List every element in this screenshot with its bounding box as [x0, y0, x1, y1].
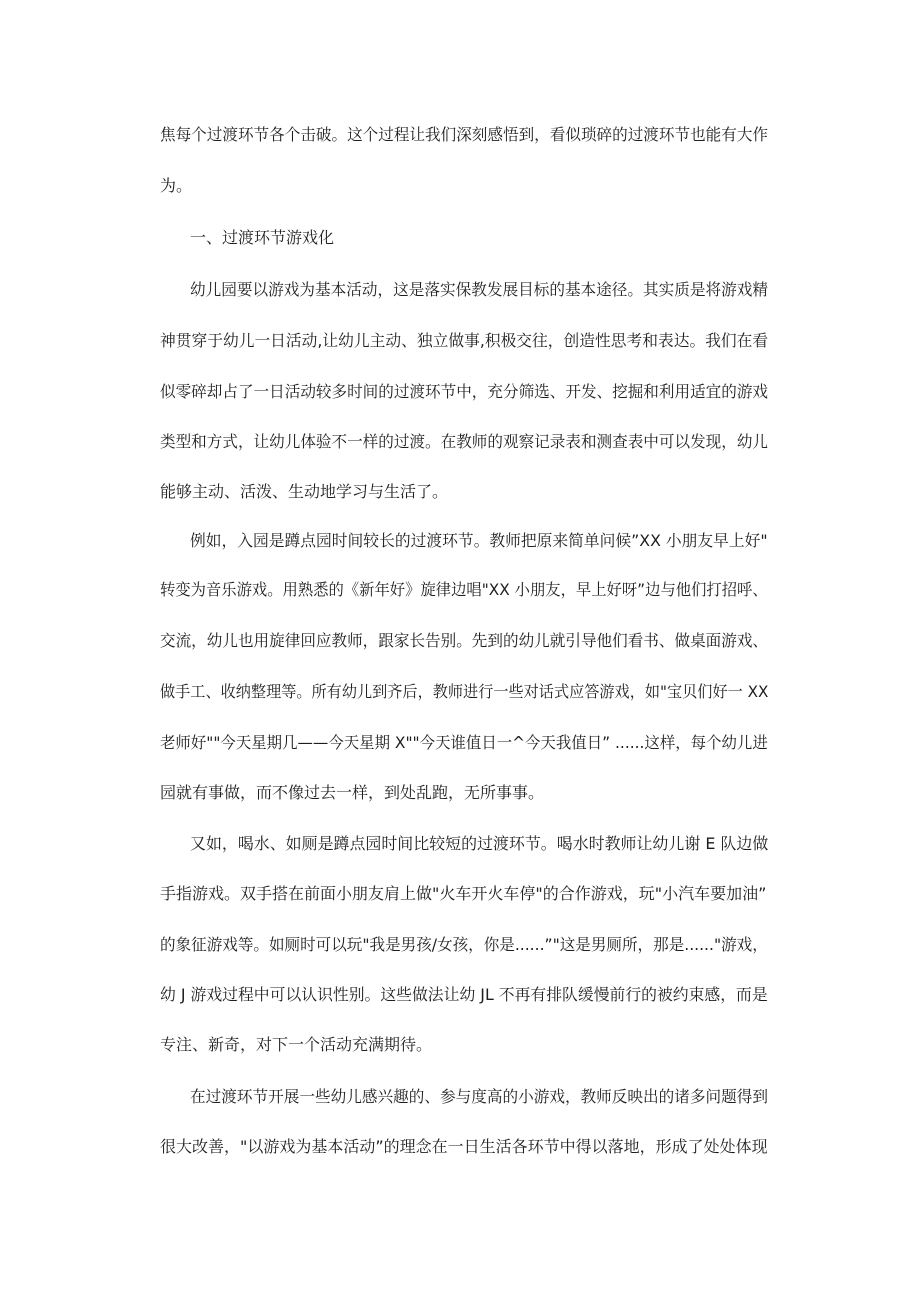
text-line: 神贯穿于幼儿一日活动,让幼儿主动、独立做事,积极交往，创造性思考和表达。我们在看 — [160, 331, 769, 350]
text-line: 在过渡环节开展一些幼儿感兴趣的、参与度高的小游戏，教师反映出的诸多问题得到 — [190, 1087, 769, 1106]
text-line: 园就有事做，而不像过去一样，到处乱跑，无所事事。 — [160, 783, 545, 802]
text-line: 似零碎却占了一日活动较多时间的过渡环节中，充分筛选、开发、挖掘和利用适宜的游戏 — [160, 382, 769, 401]
text-line: 类型和方式，让幼儿体验不一样的过渡。在教师的观察记录表和测查表中可以发现，幼儿 — [160, 432, 769, 451]
text-line: 转变为音乐游戏。用熟悉的《新年好》旋律边唱"XX 小朋友，早上好呀”边与他们打招呼、 — [160, 580, 768, 599]
text-line: 老师好""今天星期几——今天星期 X""今天谁值日一^今天我值日” ......这样，每个幼儿进 — [160, 733, 768, 752]
text-line: 幼儿园要以游戏为基本活动，这是落实保教发展目标的基本途径。其实质是将游戏精 — [190, 280, 769, 299]
text-line: 幼 J 游戏过程中可以认识性别。这些做法让幼 JL 不再有排队缓慢前行的被约束感，而是 — [160, 985, 768, 1004]
text-line: 专注、新奇，对下一个活动充满期待。 — [160, 1035, 433, 1054]
text-line: 手指游戏。双手搭在前面小朋友肩上做"火车开火车停"的合作游戏，玩"小汽车要加油” — [160, 884, 767, 903]
text-line: 又如，喝水、如厕是蹲点园时间比较短的过渡环节。喝水时教师让幼儿谢 E 队边做 — [190, 834, 769, 853]
text-line: 焦每个过渡环节各个击破。这个过程让我们深刻感悟到，看似琐碎的过渡环节也能有大作 — [160, 125, 769, 144]
text-line: 很大改善，"以游戏为基本活动”的理念在一日生活各环节中得以落地，形成了处处体现 — [160, 1137, 768, 1156]
text-line: 交流，幼儿也用旋律回应教师，跟家长告别。先到的幼儿就引导他们看书、做桌面游戏、 — [160, 631, 769, 650]
text-line: 能够主动、活泼、生动地学习与生活了。 — [160, 482, 449, 501]
section-heading: 一、过渡环节游戏化 — [190, 228, 335, 247]
text-line: 做手工、收纳整理等。所有幼儿到齐后，教师进行一些对话式应答游戏，如"宝贝们好一 XX — [160, 682, 769, 701]
text-line: 的象征游戏等。如厕时可以玩"我是男孩/女孩，你是......”"这是男厕所，那是......"游戏， — [160, 935, 768, 954]
text-line: 例如，入园是蹲点园时间较长的过渡环节。教师把原来简单问候”XX 小朋友早上好" — [190, 531, 768, 550]
text-line: 为。 — [160, 176, 193, 195]
